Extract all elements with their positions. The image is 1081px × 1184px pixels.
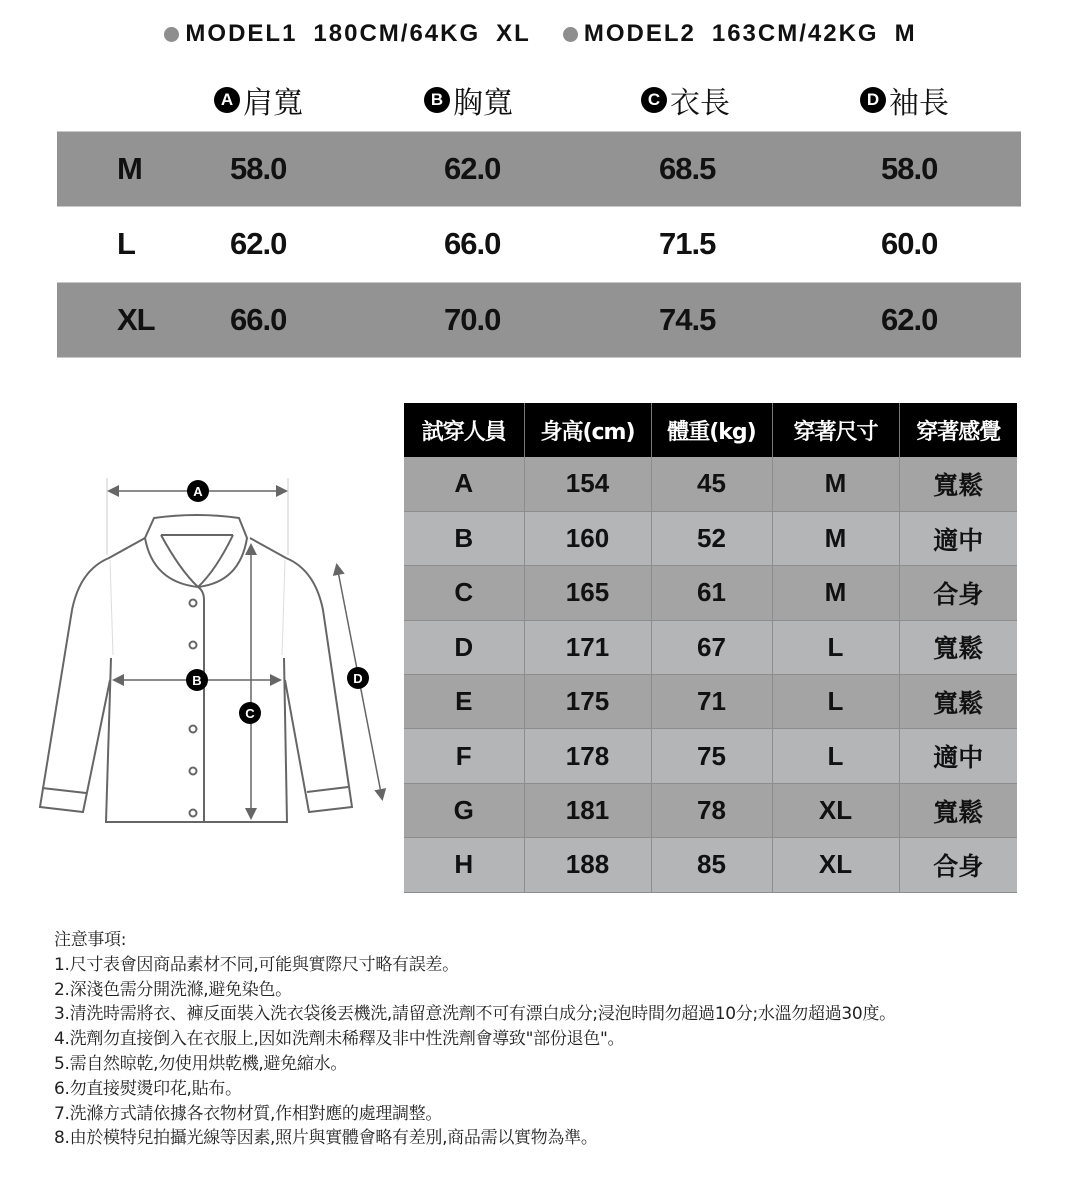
size-label: L bbox=[117, 226, 135, 262]
size-value: 70.0 bbox=[444, 301, 501, 337]
cell-size: L bbox=[772, 729, 899, 783]
header-fit-feel: 穿著感覺 bbox=[899, 403, 1017, 457]
model-2-spec: 163CM/42KG bbox=[711, 20, 879, 47]
cell-size: L bbox=[772, 675, 899, 729]
notes-title: 注意事項: bbox=[54, 930, 127, 950]
table-row bbox=[404, 566, 1017, 620]
cell-size: M bbox=[772, 566, 899, 620]
cell-weight: 85 bbox=[651, 838, 772, 892]
col-head-sleeve bbox=[860, 78, 949, 122]
model-1 bbox=[164, 20, 530, 48]
model-2 bbox=[563, 20, 917, 48]
note-item: 4.洗劑勿直接倒入在衣服上,因如洗劑未稀釋及非中性洗劑會導致"部份退色"。 bbox=[54, 1029, 625, 1050]
model-1-size: XL bbox=[496, 20, 531, 47]
cell-tester: C bbox=[404, 566, 524, 620]
cell-tester: E bbox=[404, 675, 524, 729]
badge-b-icon: B bbox=[424, 87, 450, 113]
table-row bbox=[404, 783, 1017, 837]
cell-fit: 合身 bbox=[899, 566, 1017, 620]
svg-text:B: B bbox=[192, 673, 202, 688]
table-row bbox=[404, 511, 1017, 565]
note-item: 1.尺寸表會因商品素材不同,可能與實際尺寸略有誤差。 bbox=[54, 954, 459, 975]
cell-weight: 75 bbox=[651, 729, 772, 783]
cell-size: XL bbox=[772, 838, 899, 892]
size-chart-header bbox=[0, 78, 1081, 121]
cell-size: L bbox=[772, 620, 899, 674]
cell-fit: 寬鬆 bbox=[899, 783, 1017, 837]
size-value: 62.0 bbox=[444, 150, 501, 186]
bullet-dot-icon bbox=[563, 27, 578, 42]
col-head-length bbox=[641, 78, 730, 122]
cell-size: XL bbox=[772, 783, 899, 837]
size-chart bbox=[57, 131, 1021, 358]
table-row bbox=[404, 620, 1017, 674]
model-1-label: MODEL1 bbox=[185, 20, 298, 47]
cell-weight: 71 bbox=[651, 675, 772, 729]
col-head-shoulder bbox=[214, 78, 303, 122]
badge-a-icon: A bbox=[214, 87, 240, 113]
bullet-dot-icon bbox=[164, 27, 179, 42]
col-head-chest bbox=[424, 78, 513, 122]
cell-weight: 78 bbox=[651, 783, 772, 837]
note-item: 7.洗滌方式請依據各衣物材質,作相對應的處理調整。 bbox=[54, 1103, 443, 1124]
header-tester: 試穿人員 bbox=[404, 403, 524, 457]
model-2-size: M bbox=[894, 20, 917, 47]
col-label: 衣長 bbox=[670, 86, 730, 121]
col-label: 肩寬 bbox=[243, 86, 303, 121]
svg-text:A: A bbox=[193, 484, 203, 499]
header-weight: 體重(kg) bbox=[651, 403, 772, 457]
cell-weight: 67 bbox=[651, 620, 772, 674]
table-row bbox=[404, 729, 1017, 783]
cell-weight: 45 bbox=[651, 457, 772, 511]
table-row bbox=[404, 457, 1017, 511]
size-value: 58.0 bbox=[881, 150, 938, 186]
fit-reference-table bbox=[404, 403, 1017, 893]
size-value: 74.5 bbox=[659, 301, 716, 337]
cell-weight: 61 bbox=[651, 566, 772, 620]
note-item: 8.由於模特兒拍攝光線等因素,照片與實體會略有差別,商品需以實物為準。 bbox=[54, 1128, 598, 1149]
jacket-measurement-diagram bbox=[30, 470, 400, 840]
note-item: 5.需自然晾乾,勿使用烘乾機,避免縮水。 bbox=[54, 1053, 348, 1074]
cell-tester: H bbox=[404, 838, 524, 892]
cell-height: 160 bbox=[524, 511, 651, 565]
svg-text:C: C bbox=[245, 706, 255, 721]
cell-tester: A bbox=[404, 457, 524, 511]
size-label: XL bbox=[117, 301, 155, 337]
cell-height: 188 bbox=[524, 838, 651, 892]
size-value: 66.0 bbox=[444, 226, 501, 262]
col-label: 袖長 bbox=[889, 86, 949, 121]
size-value: 62.0 bbox=[230, 226, 287, 262]
cell-fit: 適中 bbox=[899, 729, 1017, 783]
cell-tester: G bbox=[404, 783, 524, 837]
size-value: 62.0 bbox=[881, 301, 938, 337]
care-notes bbox=[54, 928, 896, 1151]
header-size-worn: 穿著尺寸 bbox=[772, 403, 899, 457]
size-value: 66.0 bbox=[230, 301, 287, 337]
cell-fit: 寬鬆 bbox=[899, 457, 1017, 511]
cell-height: 154 bbox=[524, 457, 651, 511]
col-label: 胸寬 bbox=[453, 86, 513, 121]
table-row bbox=[404, 675, 1017, 729]
cell-tester: F bbox=[404, 729, 524, 783]
cell-fit: 適中 bbox=[899, 511, 1017, 565]
cell-height: 181 bbox=[524, 783, 651, 837]
size-value: 58.0 bbox=[230, 150, 287, 186]
cell-weight: 52 bbox=[651, 511, 772, 565]
cell-fit: 寬鬆 bbox=[899, 620, 1017, 674]
model-info bbox=[0, 20, 1081, 48]
cell-size: M bbox=[772, 457, 899, 511]
cell-fit: 合身 bbox=[899, 838, 1017, 892]
cell-fit: 寬鬆 bbox=[899, 675, 1017, 729]
size-value: 71.5 bbox=[659, 226, 716, 262]
cell-tester: D bbox=[404, 620, 524, 674]
badge-c-icon: C bbox=[641, 87, 667, 113]
size-row-xl bbox=[57, 282, 1021, 358]
size-row-l bbox=[57, 207, 1021, 283]
cell-height: 175 bbox=[524, 675, 651, 729]
cell-tester: B bbox=[404, 511, 524, 565]
header-height: 身高(cm) bbox=[524, 403, 651, 457]
size-value: 68.5 bbox=[659, 150, 716, 186]
cell-height: 178 bbox=[524, 729, 651, 783]
cell-size: M bbox=[772, 511, 899, 565]
size-row-m bbox=[57, 131, 1021, 207]
size-value: 60.0 bbox=[881, 226, 938, 262]
model-1-spec: 180CM/64KG bbox=[313, 20, 481, 47]
fit-table-header bbox=[404, 403, 1017, 457]
model-2-label: MODEL2 bbox=[583, 20, 696, 47]
cell-height: 165 bbox=[524, 566, 651, 620]
badge-d-icon: D bbox=[860, 87, 886, 113]
note-item: 2.深淺色需分開洗滌,避免染色。 bbox=[54, 979, 292, 1000]
table-row bbox=[404, 838, 1017, 892]
cell-height: 171 bbox=[524, 620, 651, 674]
note-item: 3.清洗時需將衣、褲反面裝入洗衣袋後丟機洗,請留意洗劑不可有漂白成分;浸泡時間勿超過10分;水溫勿超過30度。 bbox=[54, 1004, 896, 1025]
svg-text:D: D bbox=[353, 671, 363, 686]
jacket-icon bbox=[30, 470, 400, 840]
size-label: M bbox=[117, 150, 142, 186]
note-item: 6.勿直接熨燙印花,貼布。 bbox=[54, 1078, 242, 1099]
